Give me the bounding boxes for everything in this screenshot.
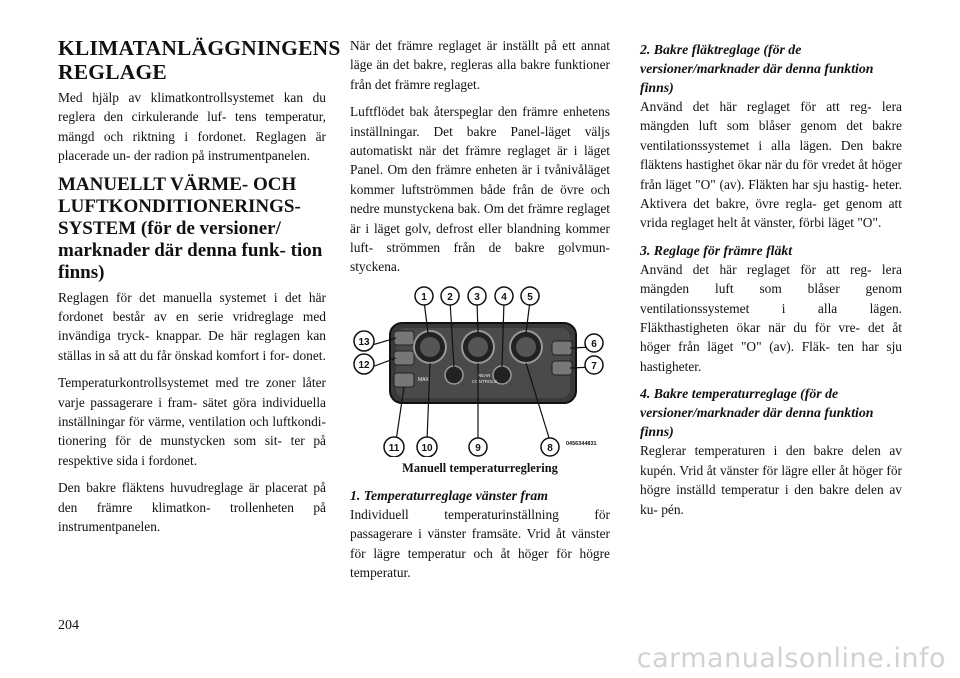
callout-1: 1: [421, 291, 427, 303]
item-1-heading: 1. Temperaturreglage vänster fram: [350, 487, 549, 503]
callout-13: 13: [358, 336, 370, 348]
callout-3: 3: [474, 291, 480, 303]
page-number: 204: [58, 618, 79, 633]
item-3-body: Använd det här reglaget för att reg- lera mängden luft som blåser genom ventilationssystemet i alla lägen. Fläkthastigheten ökar när du för vre- det åt höger från läget "O" (av). Fläk- ten har sju hastigheter.: [640, 261, 902, 374]
callout-5: 5: [527, 291, 533, 303]
rear-airflow-paragraph: Luftflödet bak återspeglar den främre enhetens inställningar. Det bakre Panel-läget väljs automatiskt när det främre reglaget är i läget Panel. Om den främre enheten är i tvånivåläget kommer luftströmmen både från de övre och nedre munstyckena bak. Om det främre reglaget är i läget golv, defrost eller blandning kommer luft- strömmen från de bakre golvmun- styckena.: [350, 104, 610, 275]
item-3: [640, 241, 902, 376]
manual-system-paragraph-3: Den bakre fläktens huvudreglage är placerat på den främre klimatkon- trollenheten på instrumentpanelen.: [58, 480, 326, 535]
item-2-heading: 2. Bakre fläktreglage (för de versioner/marknader där denna funktion finns): [640, 42, 874, 95]
item-2: [640, 40, 902, 233]
site-watermark: carmanualsonline.info: [636, 643, 946, 674]
item-1-body: Individuell temperaturinställning för passagerare i vänster framsäte. Vrid åt vänster för lägre temperatur och åt höger för högre temperatur.: [350, 506, 610, 581]
climate-control-panel-illustration: [350, 285, 610, 457]
item-4: [640, 384, 902, 519]
callout-4: 4: [501, 291, 507, 303]
item-1: [350, 486, 610, 583]
item-2-body: Använd det här reglaget för att reg- lera mängden luft som blåser genom det bakre ventilationssystemet i alla lägen. Den bakre fläktens hastighet ökar när du för vredet åt höger från läget "O" (av). Fläkten har sju hastig- heter. Aktivera det bakre, övre regla- get genom att vrida reglaget helt åt vänster, förbi läget "O".: [640, 99, 902, 231]
image-code: 0456344831: [566, 440, 597, 447]
callout-10: 10: [421, 442, 433, 454]
middle-column: [350, 36, 610, 591]
panel-label-rear-controls-2: CONTROLS: [472, 378, 498, 384]
manual-system-paragraph-2: Temperaturkontrollsystemet med tre zoner låter varje passagerare i fram- sätet göra individuella inställningar för värme, ventilation och luftkondi- tionering för de munstycken som sit- ter på respektive sida i fordonet.: [58, 375, 326, 468]
section-title-climate-controls: KLIMATANLÄGGNINGENS REGLAGE: [58, 36, 341, 84]
front-rear-control-paragraph: När det främre reglaget är inställt på ett annat läge än det bakre, regleras alla bakre funktioner från det främre reglaget.: [350, 38, 610, 92]
callout-11: 11: [388, 442, 400, 454]
panel-label-max: MAX: [418, 376, 429, 383]
callout-9: 9: [475, 442, 481, 454]
callout-8: 8: [547, 442, 553, 454]
left-column: [58, 36, 341, 545]
item-4-heading: 4. Bakre temperaturreglage (för de versioner/marknader där denna funktion finns): [640, 386, 874, 440]
manual-system-paragraph-1: Reglagen för det manuella systemet i det här fordonet består av en serie vridreglage med invändiga tryck- knappar. De här reglagen kan ställas in så att du får önskad komfort i for- donet.: [58, 289, 326, 363]
section-intro-paragraph: Med hjälp av klimatkontrollsystemet kan du reglera den cirkulerande luf- tens temperatur, mängd och riktning i fordonet. Reglagen är placerade un- der radion på instrumentpanelen.: [58, 90, 326, 164]
figure-caption: Manuell temperaturreglering: [402, 460, 558, 475]
climate-control-figure: [350, 285, 610, 457]
section-title-manual-system: MANUELLT VÄRME- OCH LUFTKONDITIONERINGS- SYSTEM (för de versioner/ marknader där denna funk- tion finns): [58, 173, 323, 283]
callout-7: 7: [591, 360, 597, 372]
callout-12: 12: [358, 359, 370, 371]
item-4-body: Reglerar temperaturen i den bakre delen av kupén. Vrid åt vänster för lägre eller åt höger för högre inställd temperatur i den bakre delen av ku- pén.: [640, 443, 902, 517]
callout-6: 6: [591, 338, 597, 350]
right-column: [640, 36, 902, 527]
callout-2: 2: [447, 291, 453, 303]
panel-label-rear-controls: REAR: [478, 372, 491, 378]
item-3-heading: 3. Reglage för främre fläkt: [640, 242, 793, 258]
